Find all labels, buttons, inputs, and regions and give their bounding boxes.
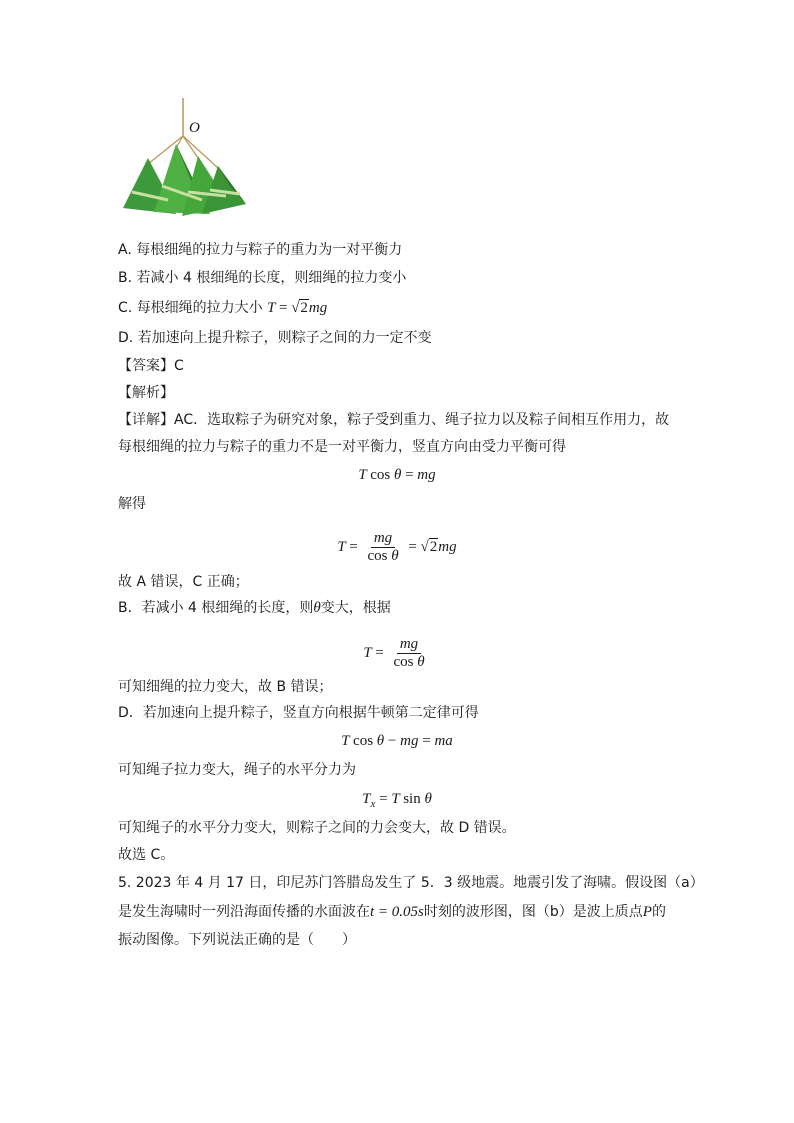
detail-text: AC．选取粽子为研究对象，粽子受到重力、绳子拉力以及粽子间相互作用力，故 [174,412,670,428]
option-letter: C. [118,300,133,316]
detail-paragraph-1a [118,410,669,430]
option-b [118,268,406,288]
answer-value: C [174,358,184,374]
equation-newton: T cos θ − mg = ma [341,733,453,749]
equation-t-frac-sqrt2mg: T = $\frac{mg}{\text{cos θ}}$ = √2mg [337,530,457,564]
q5-text: 时刻的波形图，图（b）是波上质点 [423,904,643,920]
d-analysis: D．若加速向上提升粽子，竖直方向根据牛顿第二定律可得 [118,705,479,721]
zongzi-figure [118,96,248,220]
formula-t-sqrt2mg: T = √2mg [267,300,328,316]
d-conclusion-2: 可知绳子的水平分力变大，则粽子之间的力会变大，故 D 错误。 [118,820,516,836]
option-d [118,328,432,348]
option-text: 若加速向上提升粽子，则粽子之间的力一定不变 [137,330,432,346]
answer-line [118,356,184,376]
solve-text: 解得 [118,496,146,512]
b-analysis [118,598,391,618]
detail-label: 【详解】 [118,412,174,428]
equation-tx: $T_x = T$ sin θ [362,791,432,810]
final-answer: 故选 C。 [118,847,175,863]
option-text: 每根细绳的拉力与粽子的重力为一对平衡力 [136,242,403,258]
question5-line2 [118,902,666,922]
option-c [118,298,327,318]
d-conclusion-1: 可知绳子拉力变大，绳子的水平分力为 [118,762,356,778]
equation-t-frac: T = $\frac{mg}{\text{cos θ}}$ [363,636,425,670]
theta-symbol: θ [313,600,321,616]
option-text: 每根细绳的拉力大小 [136,300,263,316]
detail-paragraph-1b: 每根细绳的拉力与粽子的重力不是一对平衡力，竖直方向由受力平衡可得 [118,439,566,455]
answer-label: 【答案】 [118,358,174,374]
conclusion-ac: 故 A 错误，C 正确； [118,574,249,590]
point-o-label: O [189,120,200,136]
zongzi-illustration [118,96,248,220]
option-text: 若减小 4 根细绳的长度，则细绳的拉力变小 [136,270,407,286]
option-letter: D. [118,330,134,346]
option-a [118,240,402,260]
b-text-b: 变大，根据 [320,600,391,616]
question5-line1: 5. 2023 年 4 月 17 日，印尼苏门答腊岛发生了 5．3 级地震。地震引发了海啸。假设图（a） [118,875,704,891]
b-text-a: B．若减小 4 根细绳的长度，则 [118,600,314,616]
option-letter: A. [118,242,132,258]
q5-text: 的 [651,904,666,920]
q5-time: t = 0.05s [370,904,424,920]
question5-line3: 振动图像。下列说法正确的是（ ） [118,932,356,948]
option-letter: B. [118,270,133,286]
analysis-label: 【解析】 [118,385,174,401]
equation-tcos-mg: T cos θ = mg [358,467,436,483]
q5-point-p: P [642,904,652,920]
b-conclusion: 可知细绳的拉力变大，故 B 错误； [118,679,333,695]
q5-text: 是发生海啸时一列沿海面传播的水面波在 [118,904,370,920]
